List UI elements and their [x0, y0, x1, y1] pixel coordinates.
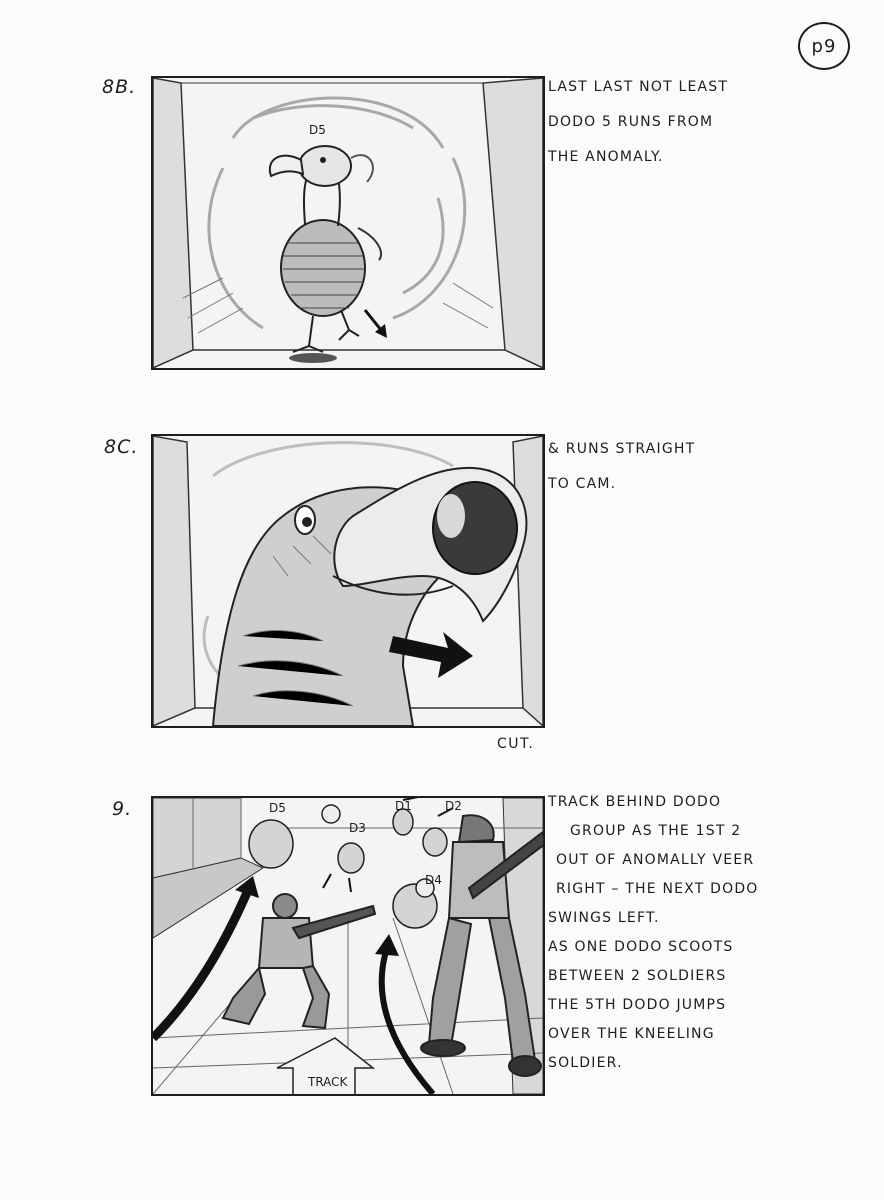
panel-9-label-d5: D5 — [269, 801, 286, 815]
caption-9-line: RIGHT – THE NEXT DODO — [556, 881, 759, 897]
panel-9-label-d2: D2 — [445, 799, 462, 813]
caption-9-line: TRACK BEHIND DODO — [548, 794, 722, 810]
shot-number-9: 9. — [112, 798, 133, 820]
panel-9-label-d4: D4 — [425, 873, 442, 887]
caption-8b-line: THE ANOMALY. — [548, 149, 664, 165]
panel-9-label-track: TRACK — [308, 1075, 348, 1089]
caption-8c — [548, 432, 695, 502]
panel-8b — [151, 76, 545, 370]
panel-9-drawing — [153, 798, 543, 1094]
caption-9-line: SWINGS LEFT. — [548, 910, 660, 926]
caption-9-line: THE 5TH DODO JUMPS — [548, 997, 727, 1013]
caption-9 — [548, 788, 759, 1078]
caption-9-line: AS ONE DODO SCOOTS — [548, 939, 734, 955]
caption-8c-line: TO CAM. — [548, 476, 617, 492]
caption-8b-line: DODO 5 RUNS FROM — [548, 114, 714, 130]
caption-9-line: OVER THE KNEELING — [548, 1026, 715, 1042]
shot-number-8c: 8C. — [104, 436, 139, 458]
caption-9-line: OUT OF ANOMALLY VEER — [556, 852, 755, 868]
panel-8b-drawing — [153, 78, 543, 368]
panel-9-label-d3: D3 — [349, 821, 366, 835]
caption-8c-line: & RUNS STRAIGHT — [548, 441, 696, 457]
panel-9-label-d1: D1 — [395, 799, 412, 813]
caption-9-line: BETWEEN 2 SOLDIERS — [548, 968, 727, 984]
caption-9-line: GROUP AS THE 1ST 2 — [570, 823, 742, 839]
caption-8b — [548, 70, 728, 175]
shot-number-8b: 8B. — [102, 76, 137, 98]
caption-8b-line: LAST LAST NOT LEAST — [548, 79, 729, 95]
page-number: p9 — [798, 22, 850, 70]
caption-9-line: SOLDIER. — [548, 1055, 623, 1071]
panel-9 — [151, 796, 545, 1096]
panel-8c — [151, 434, 545, 728]
transition-cut: CUT. — [497, 736, 535, 752]
panel-8b-label-d5: D5 — [309, 123, 326, 137]
panel-8c-drawing — [153, 436, 543, 726]
